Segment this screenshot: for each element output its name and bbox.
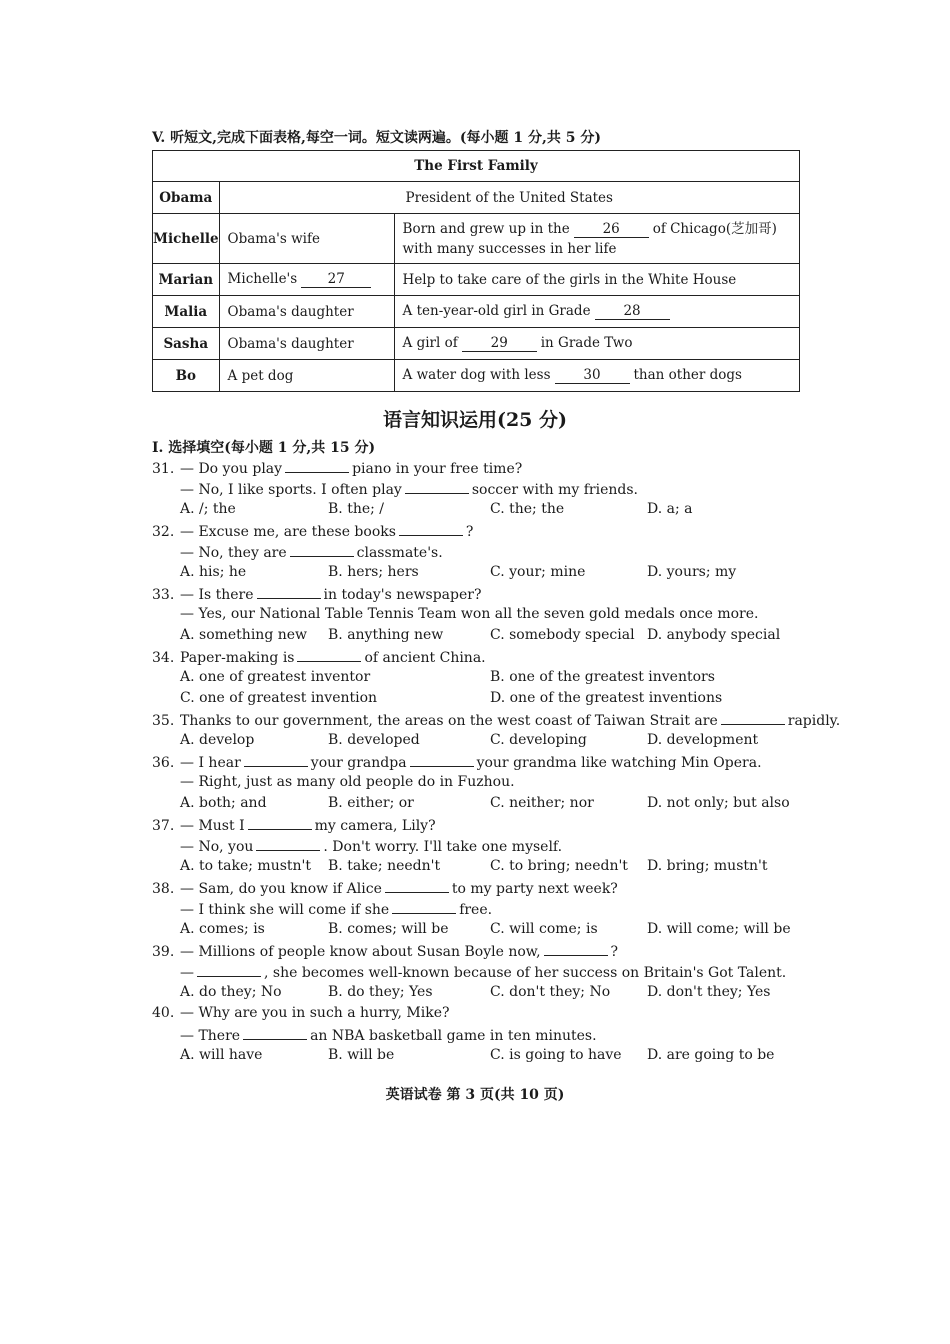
option-c[interactable]: C. the; the <box>490 501 565 517</box>
option-c[interactable]: C. one of greatest invention <box>180 690 378 706</box>
option-b[interactable]: B. anything new <box>328 627 444 643</box>
name-cell: Marian <box>153 264 220 296</box>
option-a[interactable]: A. one of greatest inventor <box>180 669 371 685</box>
question-line <box>152 648 486 666</box>
question-text: an NBA basketball game in ten minutes. <box>310 1028 597 1044</box>
question-text: , she becomes well-known because of her success on Britain's Got Talent. <box>264 965 787 981</box>
info-text: in Grade Two <box>540 335 633 351</box>
answer-blank-29[interactable]: 29 <box>462 336 537 352</box>
question-line <box>152 522 473 540</box>
answer-blank-30[interactable]: 30 <box>555 368 630 384</box>
answer-blank-26[interactable]: 26 <box>574 222 649 238</box>
option-d[interactable]: D. bring; mustn't <box>647 858 768 874</box>
fill-blank[interactable] <box>244 753 308 767</box>
info-text: of Chicago(芝加哥) <box>652 220 777 237</box>
question-text: ? <box>610 944 619 960</box>
info-cell: Help to take care of the girls in the White House <box>394 264 799 296</box>
fill-blank[interactable] <box>385 879 449 893</box>
fill-blank[interactable] <box>257 585 321 599</box>
info-text: A girl of <box>402 335 458 351</box>
fill-blank[interactable] <box>410 753 474 767</box>
option-c[interactable]: C. developing <box>490 732 587 748</box>
option-d[interactable]: D. not only; but also <box>647 795 790 811</box>
question-line <box>152 585 481 603</box>
fill-blank[interactable] <box>297 648 361 662</box>
option-c[interactable]: C. is going to have <box>490 1047 622 1063</box>
option-a[interactable]: A. will have <box>180 1047 263 1063</box>
option-b[interactable]: B. developed <box>328 732 420 748</box>
option-b[interactable]: B. either; or <box>328 795 414 811</box>
question-text: — I think she will come if she <box>180 902 390 918</box>
option-b[interactable]: B. hers; hers <box>328 564 419 580</box>
question-text: — Is there <box>180 587 254 603</box>
question-text: of ancient China. <box>364 650 486 666</box>
question-line <box>152 711 840 729</box>
question-text: — Millions of people know about Susan Boyle now, <box>180 944 541 960</box>
option-d[interactable]: D. anybody special <box>647 627 781 643</box>
fill-blank[interactable] <box>285 459 349 473</box>
info-cell <box>394 296 799 328</box>
name-cell: Obama <box>153 182 220 214</box>
question-number: 38. <box>152 881 175 897</box>
first-family-table <box>152 150 800 392</box>
option-b[interactable]: B. do they; Yes <box>328 984 433 1000</box>
question-text: to my party next week? <box>451 881 618 897</box>
name-cell: Bo <box>153 360 220 392</box>
info-cell <box>394 214 799 264</box>
question-line <box>152 753 762 771</box>
option-d[interactable]: D. development <box>647 732 759 748</box>
question-text: — Excuse me, are these books <box>180 524 396 540</box>
question-number: 34. <box>152 650 175 666</box>
question-text: — Must I <box>180 818 245 834</box>
option-b[interactable]: B. one of the greatest inventors <box>490 669 715 685</box>
answer-blank-28[interactable]: 28 <box>595 304 670 320</box>
question-text: your grandma like watching Min Opera. <box>476 755 762 771</box>
question-text: . Don't worry. I'll take one myself. <box>323 839 563 855</box>
name-cell: Malia <box>153 296 220 328</box>
question-line <box>180 543 443 561</box>
option-a[interactable]: A. something new <box>180 627 308 643</box>
page-footer: 英语试卷 第 3 页(共 10 页) <box>385 1087 565 1103</box>
fill-blank[interactable] <box>256 837 320 851</box>
table-title: The First Family <box>153 151 800 182</box>
section-title: 语言知识运用(25 分) <box>382 409 568 431</box>
question-text: rapidly. <box>787 713 841 729</box>
question-number: 33. <box>152 587 175 603</box>
question-text: soccer with my friends. <box>471 482 638 498</box>
question-text: free. <box>459 902 493 918</box>
fill-blank[interactable] <box>399 522 463 536</box>
info-cell <box>394 360 799 392</box>
question-line <box>180 963 786 981</box>
option-c[interactable]: C. will come; is <box>490 921 598 937</box>
section-v-heading: V. 听短文,完成下面表格,每空一词。短文读两遍。(每小题 1 分,共 5 分) <box>152 130 602 146</box>
option-a[interactable]: A. both; and <box>180 795 267 811</box>
option-d[interactable]: D. don't they; Yes <box>647 984 771 1000</box>
option-a[interactable]: A. develop <box>180 732 255 748</box>
question-text: classmate's. <box>356 545 443 561</box>
option-c[interactable]: C. don't they; No <box>490 984 611 1000</box>
question-text: — Yes, our National Table Tennis Team won all the seven gold medals once more. <box>180 606 759 622</box>
relation-cell: A pet dog <box>219 360 394 392</box>
question-text: Thanks to our government, the areas on the west coast of Taiwan Strait are <box>180 713 718 729</box>
name-cell: Michelle <box>153 214 220 264</box>
question-number: 32. <box>152 524 175 540</box>
question-text: — Do you play <box>180 461 283 477</box>
option-c[interactable]: C. somebody special <box>490 627 635 643</box>
option-a[interactable]: A. to take; mustn't <box>180 858 312 874</box>
info-cell <box>394 328 799 360</box>
part-i-heading: I. 选择填空(每小题 1 分,共 15 分) <box>152 440 376 456</box>
question-text: your grandpa <box>310 755 407 771</box>
question-text: — There <box>180 1028 241 1044</box>
relation-cell <box>219 264 394 296</box>
fill-blank[interactable] <box>721 711 785 725</box>
info-text: A ten-year-old girl in Grade <box>402 303 591 319</box>
fill-blank[interactable] <box>290 543 354 557</box>
info-text: A water dog with less <box>402 367 551 383</box>
question-text: Paper-making is <box>180 650 295 666</box>
question-line <box>152 1005 450 1021</box>
question-line <box>152 459 522 477</box>
option-d[interactable]: D. a; a <box>647 501 693 517</box>
question-line <box>152 879 618 897</box>
info-text: with many successes in her life <box>402 240 617 257</box>
option-c[interactable]: C. to bring; needn't <box>490 858 628 874</box>
option-c[interactable]: C. your; mine <box>490 564 586 580</box>
question-number: 36. <box>152 755 175 771</box>
question-number: 40. <box>152 1005 175 1021</box>
question-text: — Right, just as many old people do in Fuzhou. <box>180 774 515 790</box>
question-line <box>180 837 562 855</box>
info-text: than other dogs <box>633 367 742 383</box>
fill-blank[interactable] <box>392 900 456 914</box>
option-b[interactable]: B. comes; will be <box>328 921 449 937</box>
fill-blank[interactable] <box>248 816 312 830</box>
option-d[interactable]: D. will come; will be <box>647 921 791 937</box>
info-text: Born and grew up in the <box>402 220 570 237</box>
question-number: 35. <box>152 713 175 729</box>
fill-blank[interactable] <box>243 1026 307 1040</box>
question-line <box>180 1026 597 1044</box>
question-number: 31. <box>152 461 175 477</box>
fill-blank[interactable] <box>405 480 469 494</box>
relation-text: Michelle's <box>227 271 298 287</box>
question-text: — Why are you in such a hurry, Mike? <box>180 1005 450 1021</box>
question-line <box>152 816 436 834</box>
option-b[interactable]: B. will be <box>328 1047 395 1063</box>
fill-blank[interactable] <box>544 942 608 956</box>
option-c[interactable]: C. neither; nor <box>490 795 594 811</box>
option-a[interactable]: A. do they; No <box>180 984 282 1000</box>
relation-cell: Obama's daughter <box>219 296 394 328</box>
question-line <box>180 900 492 918</box>
relation-cell: Obama's wife <box>219 214 394 264</box>
question-text: — Sam, do you know if Alice <box>180 881 382 897</box>
question-text: — No, they are <box>180 545 287 561</box>
desc-cell: President of the United States <box>219 182 799 214</box>
question-text: — <box>180 965 194 981</box>
question-number: 37. <box>152 818 175 834</box>
option-d[interactable]: D. yours; my <box>647 564 737 580</box>
answer-blank-27[interactable]: 27 <box>301 272 371 288</box>
option-a[interactable]: A. comes; is <box>180 921 265 937</box>
question-text: ? <box>465 524 474 540</box>
option-d[interactable]: D. are going to be <box>647 1047 775 1063</box>
option-b[interactable]: B. take; needn't <box>328 858 441 874</box>
option-a[interactable]: A. his; he <box>180 564 247 580</box>
question-text: my camera, Lily? <box>314 818 436 834</box>
question-line <box>152 942 618 960</box>
question-text: — No, you <box>180 839 254 855</box>
question-text: piano in your free time? <box>352 461 523 477</box>
option-b[interactable]: B. the; / <box>328 501 384 517</box>
question-number: 39. <box>152 944 175 960</box>
option-a[interactable]: A. /; the <box>180 501 236 517</box>
fill-blank[interactable] <box>197 963 261 977</box>
question-text: in today's newspaper? <box>323 587 482 603</box>
name-cell: Sasha <box>153 328 220 360</box>
question-line <box>180 480 638 498</box>
question-text: — I hear <box>180 755 241 771</box>
option-d[interactable]: D. one of the greatest inventions <box>490 690 723 706</box>
relation-cell: Obama's daughter <box>219 328 394 360</box>
question-text: — No, I like sports. I often play <box>180 482 402 498</box>
